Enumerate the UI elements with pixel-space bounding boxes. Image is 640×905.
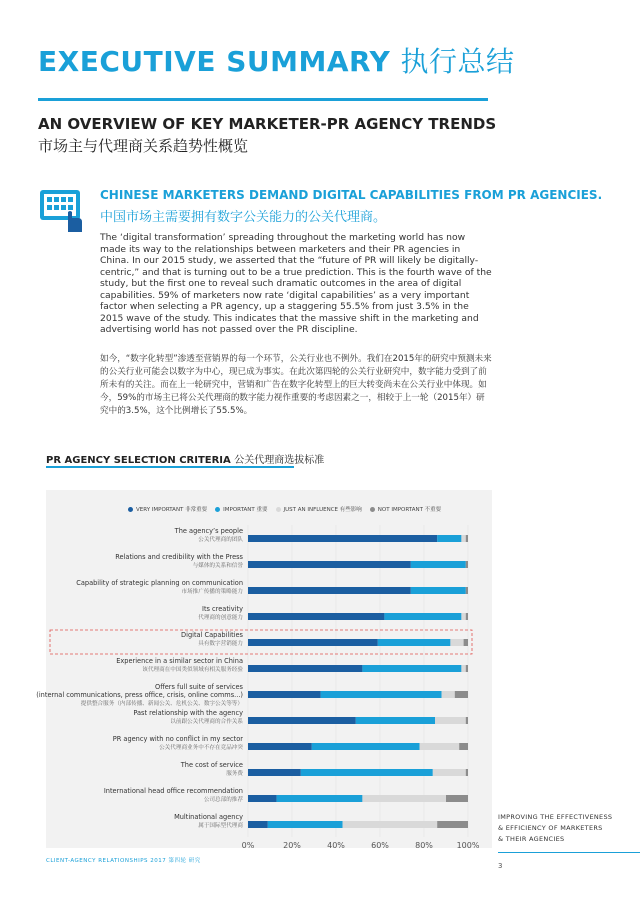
x-tick-label: 100%	[456, 841, 480, 850]
overview-heading-en: AN OVERVIEW OF KEY MARKETER-PR AGENCY TRENDS	[38, 115, 497, 133]
overview-heading-cn: 市场主与代理商关系趋势性概览	[38, 137, 249, 155]
criteria-label-en: PR AGENCY SELECTION CRITERIA	[46, 455, 231, 466]
category-label-cn: 以前跟公关代理商的合作关系	[170, 719, 243, 725]
criteria-divider	[46, 466, 294, 468]
page-number: 3	[498, 862, 503, 870]
legend-label: JUST AN INFLUENCE 有些影响	[283, 507, 362, 513]
category-label-cn: 代理商的创意能力	[198, 615, 243, 621]
category-label-cn: 公关代理商业务中不存在竞品冲突	[159, 745, 243, 751]
category-label-en: The cost of service	[180, 761, 243, 769]
category-label-cn: 与媒体的关系和信誉	[192, 563, 243, 569]
category-label-cn: 服务费	[226, 771, 243, 777]
criteria-label	[46, 451, 324, 466]
section-heading-cn: 中国市场主需要拥有数字公关能力的公关代理商。	[100, 210, 387, 225]
chart-legend	[120, 505, 441, 513]
category-label-cn: 该代理商在中国类似领域有相关服务经验	[142, 667, 243, 673]
page-title	[38, 40, 515, 80]
category-label-en: Relations and credibility with the Press	[115, 553, 243, 561]
x-tick-label: 80%	[415, 841, 433, 850]
body-paragraph-en: The ‘digital transformation’ spreading throughout the marketing world has now made its way to the relationships between marketers and their PR agencies in China. In our 2015 study, we asserted that the “future of PR will likely be digitally-centric,” and that is turning out to be a true prediction. This is the fourth wave of the study, but the first one to reveal such dramatic outcomes in the area of digital capabilities. 59% of marketers now rate ‘digital capabilities’ as a very important factor when selecting a PR agency, up a staggering 55.5% from just 3.5% in the 2015 wave of the study. This indicates that the massive shift in the marketing and advertising world has not passed over the PR discipline.	[100, 232, 492, 335]
category-label-en: PR agency with no conflict in my sector	[112, 735, 243, 743]
sidebar-tagline	[498, 812, 612, 845]
sidebar-line-1: IMPROVING THE EFFECTIVENESS	[498, 813, 613, 821]
page-title-cn: 执行总结	[400, 45, 515, 78]
category-label-en: Multinational agency	[174, 813, 243, 821]
x-tick-label: 0%	[241, 841, 255, 850]
legend-swatch	[276, 507, 281, 512]
category-label-en: International head office recommendation	[103, 787, 243, 795]
footer-text: CLIENT-AGENCY RELATIONSHIPS 2017 第四轮 研究	[46, 858, 201, 864]
criteria-label-cn: 公关代理商选拔标准	[234, 455, 325, 466]
category-label-cn: 公司总部的推荐	[203, 797, 243, 803]
category-label-cn: 具有数字营销能力	[198, 641, 243, 647]
category-label-en: The agency’s people	[174, 527, 243, 535]
tablet-grid-icon	[38, 186, 86, 234]
legend-label: NOT IMPORTANT 不重要	[377, 507, 442, 513]
page-title-en: EXECUTIVE SUMMARY	[38, 45, 391, 78]
category-label-en: Past relationship with the agency	[133, 709, 243, 717]
x-tick-label: 40%	[327, 841, 345, 850]
category-label-en: (internal communications, press office, crisis, online comms...)	[36, 691, 243, 699]
category-label-cn: 市场推广传播的策略能力	[181, 589, 243, 595]
body-paragraph-cn: 如今，“数字化转型”渗透至营销界的每一个环节，公关行业也不例外。我们在2015年的研究中预测未来的公关行业可能会以数字为中心，现已成为事实。在此次第四轮的公关行业研究中，数字能力受到了前所未有的关注。而在上一轮研究中，营销和广告在数字化转型上的巨大转变尚未在公关行业中体现。如今，59%的市场主已将公关代理商的数字能力视作重要的考虑因素之一，相较于上一轮（2015年）研究中的3.5%，这个比例增长了55.5%。	[100, 354, 492, 416]
category-label-en: Its creativity	[202, 605, 243, 613]
x-tick-label: 60%	[371, 841, 389, 850]
legend-swatch	[128, 507, 133, 512]
section-heading-en: CHINESE MARKETERS DEMAND DIGITAL CAPABILITIES FROM PR AGENCIES.	[100, 188, 603, 202]
legend-swatch	[370, 507, 375, 512]
category-label-en: Experience in a similar sector in China	[116, 657, 243, 665]
legend-label: VERY IMPORTANT 非常重要	[136, 507, 208, 513]
category-label-en: Digital Capabilities	[181, 631, 243, 639]
legend-swatch	[215, 507, 220, 512]
category-label-cn: 属于国际型代理商	[198, 823, 243, 829]
x-tick-label: 20%	[283, 841, 301, 850]
legend-label: IMPORTANT 重要	[223, 507, 268, 513]
category-label-en: Capability of strategic planning on communication	[76, 579, 243, 587]
category-label-cn: 公关代理商的团队	[198, 537, 243, 543]
sidebar-line-3: & THEIR AGENCIES	[498, 835, 565, 843]
sidebar-line-2: & EFFICIENCY OF MARKETERS	[498, 824, 603, 832]
category-label-en: Offers full suite of services	[155, 683, 243, 691]
sidebar-divider	[498, 852, 640, 853]
category-label-cn: 提供整合服务（内部传播、新闻公关、危机公关、数字公关等等）	[80, 701, 243, 707]
title-divider	[38, 98, 488, 101]
chart-panel	[46, 490, 492, 848]
